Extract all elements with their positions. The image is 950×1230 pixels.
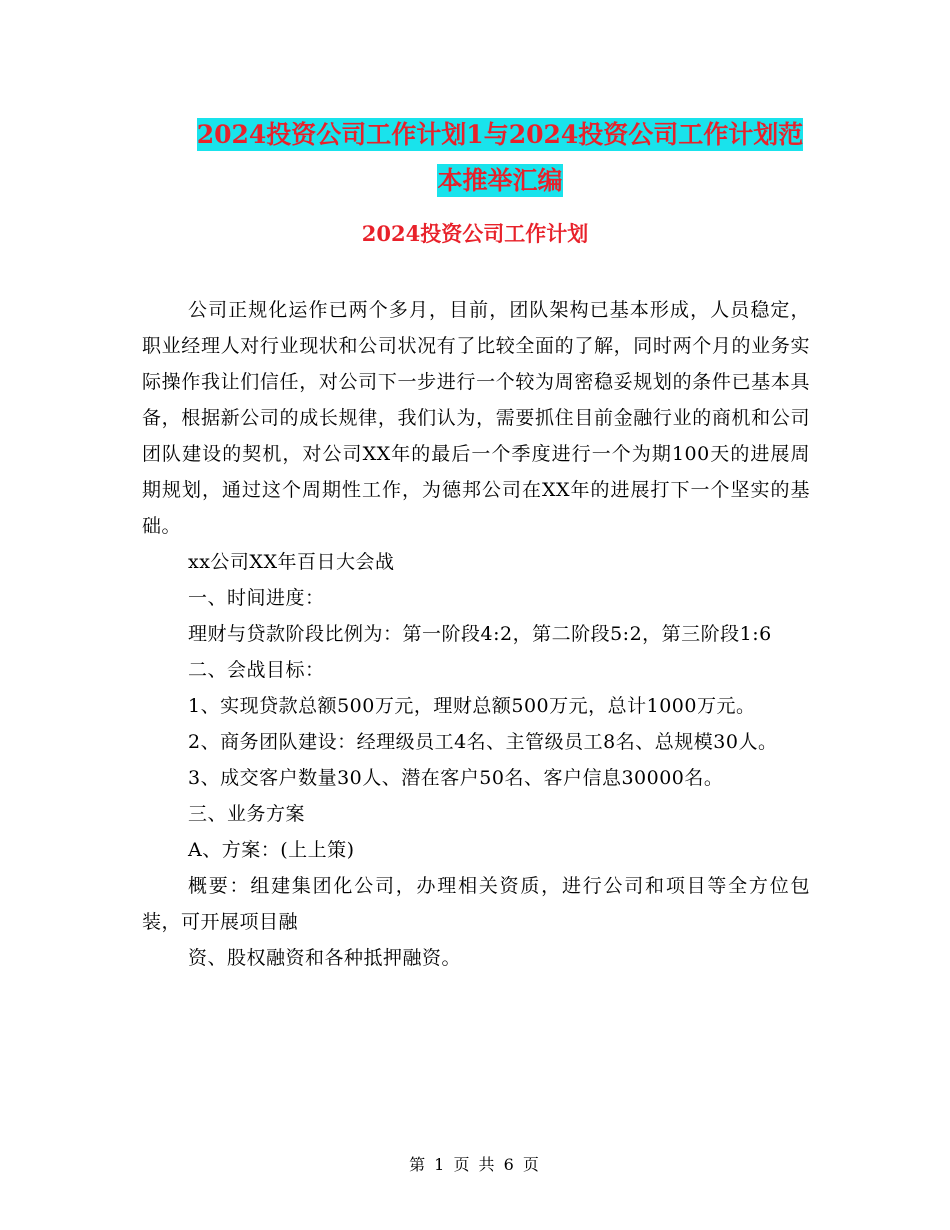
document-body [142, 292, 810, 976]
section-title: 2024投资公司工作计划 [361, 221, 589, 246]
plan-a-summary-continued: 资、股权融资和各种抵押融资。 [188, 947, 462, 969]
paragraph-intro: 公司正规化运作已两个多月，目前，团队架构已基本形成，人员稳定，职业经理人对行业现状和公司状况有了比较全面的了解，同时两个月的业务实际操作我让们信任，对公司下一步进行一个较为周密稳妥规划的条件已基本具备，根据新公司的成长规律，我们认为，需要抓住目前金融行业的商机和公司团队建设的契机，对公司XX年的最后一个季度进行一个为期100天的进展周期规划，通过这个周期性工作，为德邦公司在XX年的进展打下一个坚实的基础。 [142, 299, 810, 537]
page-footer: 第 1 页 共 6 页 [409, 1155, 541, 1174]
document-title [140, 112, 860, 204]
heading-schedule: 一、时间进度： [188, 587, 325, 609]
goal-item-1: 1、实现贷款总额500万元，理财总额500万元，总计1000万元。 [188, 695, 756, 717]
paragraph-ratio: 理财与贷款阶段比例为：第一阶段4:2，第二阶段5:2，第三阶段1:6 [188, 623, 772, 645]
plan-a-heading: A、方案：(上上策) [188, 839, 355, 861]
title-line-2: 本推举汇编 [437, 166, 563, 195]
goal-item-3: 3、成交客户数量30人、潜在客户50名、客户信息30000名。 [188, 767, 724, 789]
plan-a-summary: 概要：组建集团化公司，办理相关资质，进行公司和项目等全方位包装，可开展项目融 [142, 875, 810, 933]
heading-business-plan: 三、业务方案 [188, 803, 306, 825]
title-line-1: 2024投资公司工作计划1与2024投资公司工作计划范 [196, 120, 804, 149]
heading-goals: 二、会战目标： [188, 659, 325, 681]
paragraph-campaign-name: xx公司XX年百日大会战 [188, 551, 395, 573]
goal-item-2: 2、商务团队建设：经理级员工4名、主管级员工8名、总规模30人。 [188, 731, 778, 753]
